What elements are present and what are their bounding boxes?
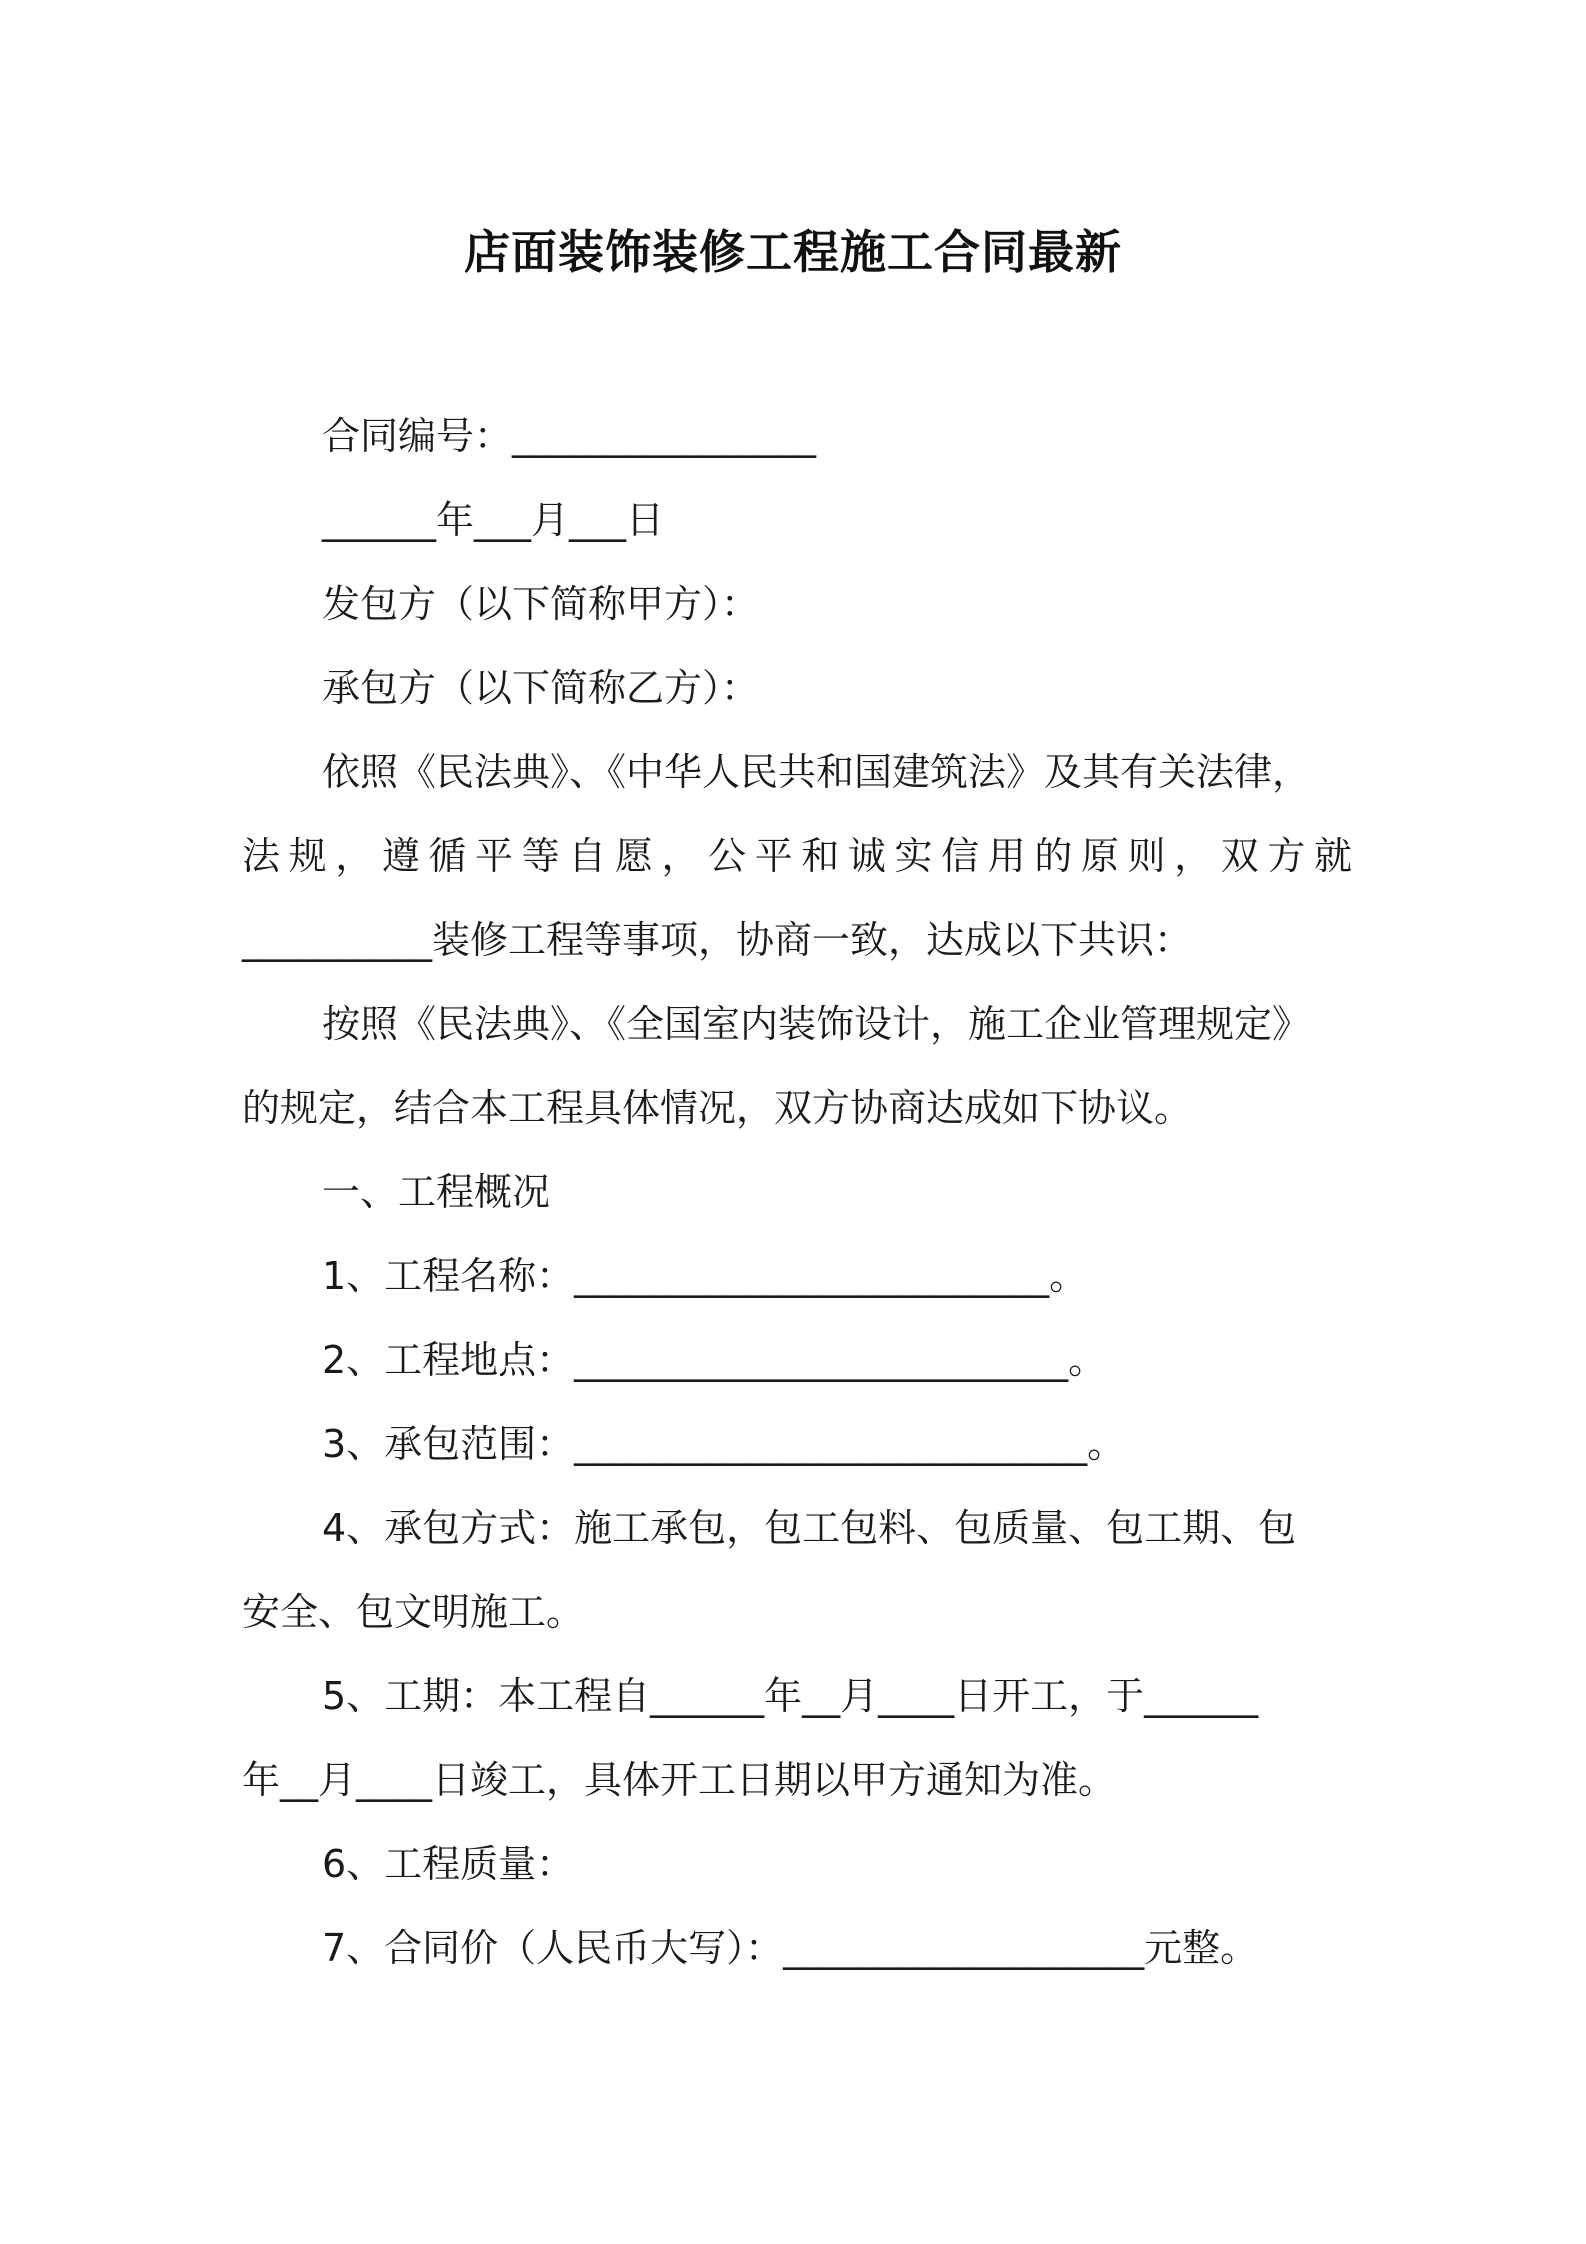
agreement-paragraph-line-1: 按照《民法典》、《全国室内装饰设计，施工企业管理规定》 [322,1002,1311,1046]
basis-paragraph-line-1: 依照《民法典》、《中华人民共和国建筑法》及其有关法律， [322,750,1311,794]
item-duration-line-2: 年__月____日竣工，具体开工日期以甲方通知为准。 [242,1758,1117,1802]
basis-paragraph-line-3: __________装修工程等事项，协商一致，达成以下共识： [242,918,1193,962]
item-contract-method-line-2: 安全、包文明施工。 [242,1590,585,1634]
contract-number-line: 合同编号：________________ [322,414,817,458]
item-duration-line-1: 5、工期：本工程自______年__月____日开工，于______ [322,1674,1259,1718]
document-title: 店面装饰装修工程施工合同最新 [464,225,1122,279]
item-contract-price: 7、合同价（人民币大写）：___________________元整。 [322,1926,1259,1970]
item-quality: 6、工程质量： [322,1842,575,1886]
section-heading-overview: 一、工程概况 [322,1170,551,1214]
party-a-line: 发包方（以下简称甲方）： [322,582,760,626]
agreement-paragraph-line-2: 的规定，结合本工程具体情况，双方协商达成如下协议。 [242,1086,1193,1130]
item-contract-method-line-1: 4、承包方式：施工承包，包工包料、包质量、包工期、包 [322,1506,1297,1550]
date-line: ______年___月___日 [322,498,665,542]
item-contract-scope: 3、承包范围：___________________________。 [322,1422,1126,1466]
item-project-name: 1、工程名称：_________________________。 [322,1254,1088,1298]
party-b-line: 承包方（以下简称乙方）： [322,666,760,710]
basis-paragraph-line-2: 法规，遵循平等自愿，公平和诚实信用的原则，双方就 [242,834,1352,878]
item-project-location: 2、工程地点：__________________________。 [322,1338,1107,1382]
